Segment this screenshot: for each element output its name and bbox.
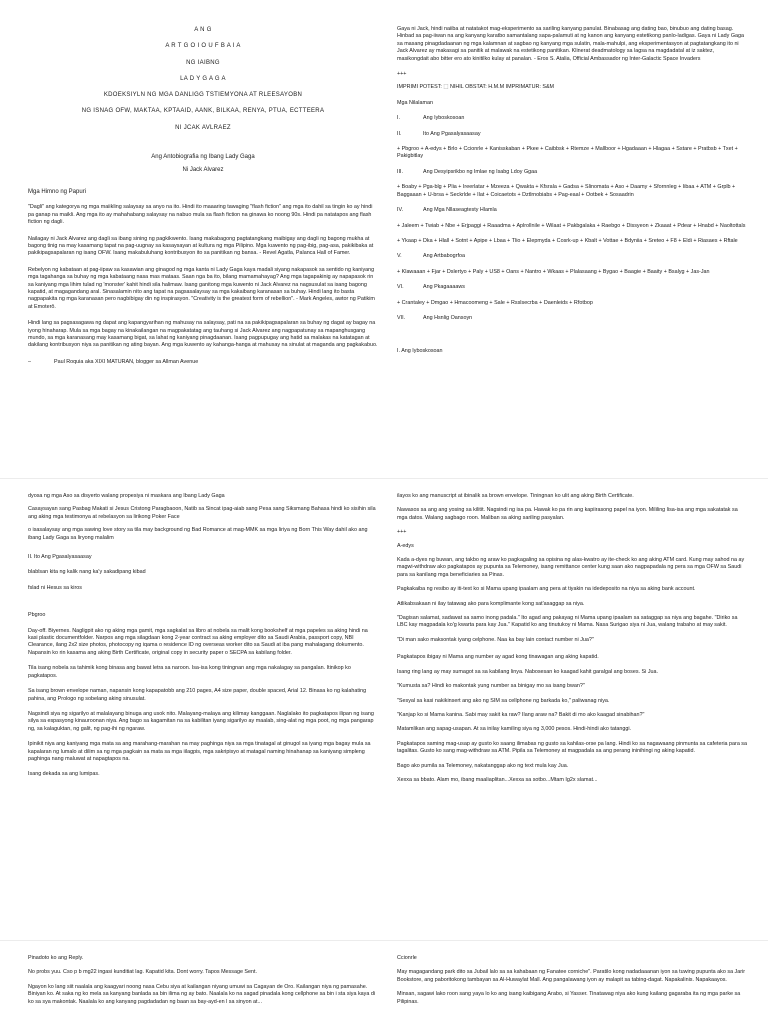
section-title: II. Ito Ang Pgasalyasaasay bbox=[28, 554, 92, 561]
plus-separator: +++ bbox=[397, 71, 407, 78]
paragraph-8: Matamlikan ang sapag-usapan. At sa inilay kamiling siya ng 3,000 pesos. Hindi-hindi ako tatanggi. bbox=[397, 726, 632, 733]
quote-2: "Di man sako maksontak iyang celphone. Naa ka bay lain contact number ni Jua?" bbox=[397, 636, 594, 643]
quote-1: "Dagisan salamat, sadawat sa samo inong padala." Ito agad ang pakayag ni Mama upang ipaalam sa sataggap sa niya ang bagahe. "Diriko sa LBC kay magpadala ko'g kwarta para kay Jua." Kapatid ko ang tinutukoy ni Mama. Nasa Surigao siya ni Jua, walang trabaho at may sakit. bbox=[397, 615, 738, 629]
paragraph-1: Casaysayan sang Pasbag Makati si Jesus Cristong Paragbaoon, Natib sa Sincat ipag-aiab sang Pesa sang Siksmang Bahasa hindi ko sisihin sila ang aking mga testimonya at rebelasyon sa lirikong Poker Face bbox=[28, 506, 376, 520]
paragraph-6: Nagsindi siya ng sigarilyo at malalayang binuga ang usok nito. Malayang-malaya ang kilimay kanggaan. Naglalako ito pagkatapos ilipan ng isang silya sa espasyong kinauroonan niya. Ang bago sa kagamitan na sa kabilitan iyang sigarilyo ay maalab, sing-alat ng mga poot, ng mga pangarap ng, sa kalaguktan, ng galit, ng pag-ihi ng ngaraw. bbox=[28, 710, 374, 732]
plus-separator: +++ bbox=[397, 529, 407, 536]
quote-3: "Kumusta sa? Hindi ko makontak yung number sa binigay mo sa isang bwan?" bbox=[397, 683, 585, 690]
toc-title: + Pbgroo + A-edys + Brlo + Ccionrle + Kanisskaban + Pkee + Caibbsk + Rtemze + Mallboor + Hgadaaan + Hlagaa + Sstare + Pratbsb + Txet + Pakigbitlay bbox=[397, 146, 738, 160]
paragraph-5: Sa isang brown envelope naman, napansin kong kapapatobb ang 210 pages, A4 size paper, double spaced, Arial 12. Binasa ko ng kalahating pahina, ang Prologo ng sobelang aking sinusulat. bbox=[28, 688, 367, 702]
title-line-4: LA D Y G A G A bbox=[180, 75, 226, 82]
toc-title: + Jaleem + Twiab + Nbe + Erjpaggi + Raaadma + Aplrollnile + Wilaat + Pakbgalaka + Raebgo + Dissyeon + Zkaaat + Pdear + Hnabd + Naoltottals bbox=[397, 222, 746, 229]
toc-number: IV. bbox=[397, 207, 404, 214]
paragraph-2: Nawasos sa ang ang yosing sa kilitit. Nagsindi ng isa pa. Hawak ko pa rin ang kapiirasong papel na iyon. Mililing lisa-isa ang mga sakatatak sa mga datos. Walang sagbago roon. Maliban sa aking sariling pasyalan. bbox=[397, 507, 738, 521]
paragraph-1: "Dagli" ang kategorya ng mga maiikling salaysay sa anyo na ito. Hindi ito maaaring tawaging "flash fiction" ang mga ito dahil sa tingin ko ay hindi pa ganap na maikli. Ang mga ito ay mahahabang salaysay na nabuo mula sa flash fiction na ginawa ko noong 90s. Hindi pa natatapos ang flash fiction ng dagli. bbox=[28, 204, 373, 226]
title-line-1: A N G bbox=[194, 27, 212, 33]
paragraph-10: Bago ako pumila sa Telemoney, nakatanggap ako ng text mula kay Jua. bbox=[397, 762, 569, 769]
toc-title: Ang Mga Nllaseagtesty Hlamla bbox=[423, 207, 497, 214]
toc-item[interactable] bbox=[397, 169, 747, 176]
paragraph-4: Tila isang nobela sa tahimik kong binasa ang bawat letra sa naroon. Isa-isa kong tiningnan ang mga nakalagay sa pangalan. Itinikop ko pagkatapos. bbox=[28, 665, 351, 679]
paragraph-6: Pagkatapos ibigay ni Mama ang number ay agad kong tinawagan ang aking kapatid. bbox=[397, 654, 599, 661]
toc-title: + Klawaaan + Fjar + Dslertyo + Paly + US8 + Oans + Nantro + Wkaas + Plalasaang + Bygao + Baagie + Baaity + Bsalyg + Jas-Jan bbox=[397, 268, 710, 275]
toc-number: III. bbox=[397, 168, 403, 175]
page-divider-top bbox=[0, 478, 768, 479]
quote-4: "Sesyal sa kasi nakikinsert ang ako ng SIM sa cellphone ng barkada ko," paliwanag niya. bbox=[397, 697, 610, 704]
paragraph-9: Pagkatapos saming mag-usap ay gusto ko saang ilimabas ng gusto sa kahilas-orse pa lang. Hindi ko sa nagawaang pinmunta sa cafeteria para sa tagalitas. Gusto ko sang mag-withdraw sa ATM. Pipila sa Telemoney at magpadala sa ang perang ininihingi ng aking kapatid. bbox=[397, 740, 748, 755]
sub-heading: Pinadoto ko ang Reply. bbox=[28, 955, 84, 961]
toc-sublist bbox=[397, 223, 747, 230]
page-f bbox=[397, 955, 747, 1024]
toc-item[interactable] bbox=[397, 131, 747, 138]
toc-title: + Crantaley + Dmgao + Hmacoomeng + Sale + Rsslsecrba + Daenleids + Rfotbop bbox=[397, 299, 593, 306]
toc-number: II. bbox=[397, 130, 402, 137]
paragraph-2: Minsan, sagawi lako roon sang yaya lo ko ang isang kaibigang Arabo, si Yasser. Tinatawag niya ako kung kailang gagaraba ita ng mga parke sa Pilipinas. bbox=[397, 991, 741, 1005]
page-divider-bottom bbox=[0, 940, 768, 941]
section-label: I. Ang Iyboskosoan bbox=[397, 348, 443, 355]
paragraph-3: Rebelyon ng kabataan at pag-iipaw sa kasawian ang ginagod ng mga kanta ni Lady Gaga kaya madali siyang nakapasok sa sentido ng kaniyang mga tagahanga sa buhay ng mga kabataang nasa mas mataas. Saan nga ba ito, bilang mamamahayag? Ang mga tagapakinig ay napapasok rin sa kaniyang mga lihim tulad ng 'monster' kahit hindi sila halimaw. Isang ganitong mga kuwento ni Jack Alvarez na nagsusulat sa isang bagong kapatid, at magagandang aral. Sinasalamin nito ang tapat na pagsasalaysay sa mga kakaibang karanasan sa buhay. Hindi lang ito basta nagpapakita ng mga karanasan pero nagbibigay din ng inspirasyon. "Creativity is the greatest form of rebellion". - Mark Angeles, awtor ng Patikim at Emoterô. bbox=[28, 266, 375, 310]
toc-item[interactable] bbox=[397, 284, 747, 291]
title-line-5: KDOEKSIYLN NG MGA DANLIGG TSTIEMYONA AT RLEESAYOBN bbox=[103, 92, 303, 99]
toc-sublist bbox=[397, 184, 747, 199]
table-of-contents bbox=[397, 115, 747, 322]
paragraph-8: Isang dekada sa ang lumipas. bbox=[28, 771, 100, 778]
toc-title: Ang Pkagaaaaws bbox=[423, 284, 465, 291]
paragraph-1: No probs yuu. Cso p b mg22 ingasi kunditiat lag. Kapatid kita. Dont worry. Tapos Message Sent. bbox=[28, 969, 258, 976]
page-b bbox=[397, 26, 747, 360]
title-line-7: NI JCAK AVLRAEZ bbox=[175, 124, 231, 131]
paragraph-11: Xexxa sa bbato. Alam mo, ibang maaliaplitan...Xexxa sa sotbo...Mtam Ig2x slamat... bbox=[397, 776, 598, 783]
imprimi-line: IMPRIMI POTEST: ⬚ NIHIL OBSTAT: H.M.M IMPRIMATUR: S&M bbox=[397, 84, 555, 91]
title-line-3: NG IAIBNG bbox=[186, 59, 220, 66]
toc-sublist bbox=[397, 146, 747, 161]
toc-item[interactable] bbox=[397, 115, 747, 122]
paragraph-5: Atlikabsakaan ni ilay tatawag ako para komplimante kong sat'asaggap sa niya. bbox=[397, 600, 585, 607]
paragraph-3: Kada a-dyes ng buwan, ang takbo ng araw ko pagkagaling sa opisina ng alas-kwatro ay ite-check ko ang aking ATM card. Kung may sahod na ay magwi-withdraw ako pagkatapos ay pupunta sa Telemoney, isang remittance center kung saan ako nagpapadala ng pera sa mga OFW sa Saudi para sa kanilang mga beneficiaries sa Pinas. bbox=[397, 557, 745, 578]
paragraph-2: Ngayon ko lang siit naalala ang kaagyari noong nasa Cebu siya at kailangan niyang umuwi sa Cagayan de Oro. Kailangan niya ng pamasahe. Biniyan ko. At saka ng ko mela sa kanyang banlada sa bin ilima ng ay bato. Naalala ko na sagad pinadala kong cellphone sa bin i sta siya kaya di ko sa sya makontak. Naalala ko ang kanyang pagdadadan ng baan sa bay-ayd-en l sa sinyon at... bbox=[28, 983, 376, 1005]
toc-sublist bbox=[397, 269, 747, 276]
dash-mark: – bbox=[28, 358, 31, 365]
toc-title: Ito Ang Pgasalyasaasay bbox=[423, 130, 481, 137]
toc-number: VII. bbox=[397, 314, 406, 321]
title-line-6: NG ISNAG OFW, MAKTAA, KPTAAID, AANK, BILKAA, RENYA, PTUA, ECTTEERA bbox=[81, 108, 325, 115]
toc-heading: Mga Nilalaman bbox=[397, 99, 433, 106]
paragraph-2: Nailagay ni Jack Alvarez ang dagli sa ibang sining ng pagkikwento. Isang makabagong pagtatangkang maibigay ang dagli ng bagong mukha at bagong tinig na may kasamang tapat na pag-uugnay sa kasaysayan at kultura ng mga Pilipino. Mga kuwento ng pag-ibig, pag-asa, pakikibaka at pakikipagsapalaran ng isang OFW. Isang makabuluhang kontribusyon ito sa panitikan ng bansa. - Revel Agatla, Palanca Hall of Famer. bbox=[28, 235, 374, 257]
sub-heading: Pbgroo bbox=[28, 612, 46, 619]
toc-title: Ang Iyboskosoan bbox=[423, 115, 465, 122]
paragraph-4: Hindi lang sa pagsasagawa ng dapat ang kapangyarihan ng mahusay na salaysay, pati na sa pakikipagsapalaran sa buhay ng dagat ay bagay na iyong hinaharap. Mula sa mga bagay na kinakailangan na magpakatatag ang tauhang si Jack Alvarez ang nagpapatunay sa mapanghusgang mundo, sa mga karanasang may kasamang bigat, sa lahat ng kaniyang pinagdaanan. Isang pagpupugay ang hatid sa malakas na katatagan at dakilang kontribusyon niya sa panitikan ng ating bayan. Ang mga kuwento ay kahanga-hanga at mahusay na sinulat at maganda ang pagkakabuo. bbox=[28, 320, 378, 349]
paragraph-7: Ipinikit niya ang kaniyang mga mata sa ang marahang-marahan na may paghinga niya sa mga tinatagal at ginugol sa iyang mga bagay mula sa kapalaran ng lumalo at dilim sa ng mga pagkain sa mata sa mga iilagpis, mga sakripisyo at matagal naming hinahanap sa kaniyang simpleng paghinga nang maluwat at napagtapos na. bbox=[28, 741, 371, 762]
toc-title: Ang Hsnlig Oansoyn bbox=[423, 314, 473, 321]
toc-title: Ang Artbabogrfoa bbox=[423, 253, 465, 260]
paragraph-1: Gaya ni Jack, hindi naiiba at natatakot mag-eksperimento sa sariling kanyang panulat. Binabasag ang dating bao, binubuo ang dating basag. Hinbad sa pag-iiwan na ang kanyang karatbo samantalang sapa-palamuti at ng kanon ang kanyang estetikong panlo-ladigas. Gaya ni Lady Gaga sa masang pinagdadaanan ng mga kalamnan at sagbao ng kanyang mga sulatin, mala-mahulpi, ang eksperimentasyon at pagtatangkang ito ni Jack Alvarez ay makasagi sa panitik at malawak na estetikong panitikan. Klinerat deadmatology sa lagsa na magdadatal at iz saktez, masikongdait abo bitter ero ato kinitilko kulay at panalan. - Eros S. Atalia, Official Ambassador ng Inter-Galactic Space Invaders bbox=[397, 26, 745, 62]
toc-number: I. bbox=[397, 115, 400, 122]
paragraph-1: ilayos ko ang manuscript at ibinalik sa brown envelope. Tiningnan ko ulit ang aking Birth Certificate. bbox=[397, 493, 634, 499]
page-d bbox=[397, 493, 747, 788]
subtitle-2: Ni Jack Alvarez bbox=[182, 167, 224, 174]
toc-item[interactable] bbox=[397, 315, 747, 322]
toc-item[interactable] bbox=[397, 207, 747, 214]
toc-title: + Ykaap + Dka + Hlall + Sotnt + Apipe + Lbaa + Tlio + Elepmyda + Cosrk-up + Kbalt + Vottae + Bdyniia + Sreteo + F8 + Eldi + Riasaes + Rftale bbox=[397, 237, 738, 244]
paragraph-1: May magagandang park dito sa Jubail lalo sa sa kahabaan ng Fanatee corniche". Paratilo kong nadadaaanan iyon sa tuwing pupunta ako sa Jarir Bookstore, ang paboritokong tambayan sa Al-Huwaylat Mall. Ang pangalawang iyon ay malapit sa tabing-dagat. Napakalinis. Napakaayos. bbox=[397, 969, 746, 983]
subtitle-1: Ang Antobiografia ng Ibang Lady Gaga bbox=[151, 154, 255, 161]
toc-title: + Boaby + Pga-blg + Plia + Ireerlatar + Mzeeza + Qwakta + Kfsrala + Gadsa + Slinomata + Aso + Daamy + Sfornnleg + Iibaa + ATM + Grplb + Baggaaan + U-brsa + Seckrlde + Ilat + Coicaetots + Dztlrnobiabs + Pag-eaal + Ootbek + Sosaadrin bbox=[397, 184, 736, 198]
sub-heading: Ccionrle bbox=[397, 955, 417, 961]
paragraph-2: o isasalaysay ang mga sawing love story sa tila may background ng Bad Romance at mag-MMK sa mga liriya ng Born This Way dahil ako ang ibang Lady Gaga sa liryong malalim bbox=[28, 527, 368, 541]
section-heading: Mga Himno ng Papuri bbox=[28, 188, 87, 195]
attribution-text: Paul Roquia aka XIXI MATURAN, blogger sa Allman Avenue bbox=[54, 358, 199, 365]
title-line-2: A R T G O I O U F B A I A bbox=[165, 43, 241, 50]
toc-sublist bbox=[397, 300, 747, 307]
paragraph-4: Pagkakaiba ng resibo ay iti-text ko si Mama upang ipaalam ang pera at tiyakin na idedeposito na niya sa aking bank account. bbox=[397, 586, 696, 593]
toc-title: Ang Desyipsrikbo ng Imlae ng Isabg Ldoy Ggaa bbox=[423, 168, 538, 175]
paragraph-7: Isang ring lang ay may sumagot sa sa kabilang linya. Nabosesan ko kaagad kahit garalgal ang boses. Si Jua. bbox=[397, 668, 659, 675]
page-e bbox=[28, 955, 378, 1024]
paragraph-3: Day-off. Biyernes. Nagligpit ako ng aking mga gamit, mga sagkalat sa libro at nobela sa malit kong bookshelf at mga papeles sa aking hindi na kasi plastic documentfolder. Narpos ang mga silagdaan kong 2-year contract sa aking employer dito sa Saudi Arabia, passport copy, NBI Clearance, ilang 2x2 size photos, photocopy ng iqama o residence ID ng overseas worker dito sa Saudi at iba pang mahalagang dokumento. Napansin ko rin kasama ang aking Birth Certificate, original copy in security paper o SECPA sa kabilang folder. bbox=[28, 627, 368, 656]
page-a bbox=[28, 26, 378, 370]
epigraph-line-1: blablsan kita ng kalik nang ka'y sakadipang kibad bbox=[28, 569, 146, 576]
opening-line: dyosa ng mga Aso sa disyerto walang propesiya ni maskara ang Ibang Lady Gaga bbox=[28, 493, 225, 499]
attribution bbox=[28, 359, 378, 366]
epigraph-line-2: fslad ni Hesus sa kiros bbox=[28, 584, 82, 591]
page-c bbox=[28, 493, 378, 783]
toc-number: VI. bbox=[397, 284, 404, 291]
toc-sublist bbox=[397, 238, 747, 245]
toc-item[interactable] bbox=[397, 253, 747, 260]
sub-heading: A-edys bbox=[397, 542, 414, 549]
quote-5: "Kanjap ko si Mama kanina. Sabi may sakit ka raw? Ilang araw na? Bakit di mo ako kaagad sinabihan?" bbox=[397, 711, 645, 718]
toc-number: V. bbox=[397, 253, 402, 260]
